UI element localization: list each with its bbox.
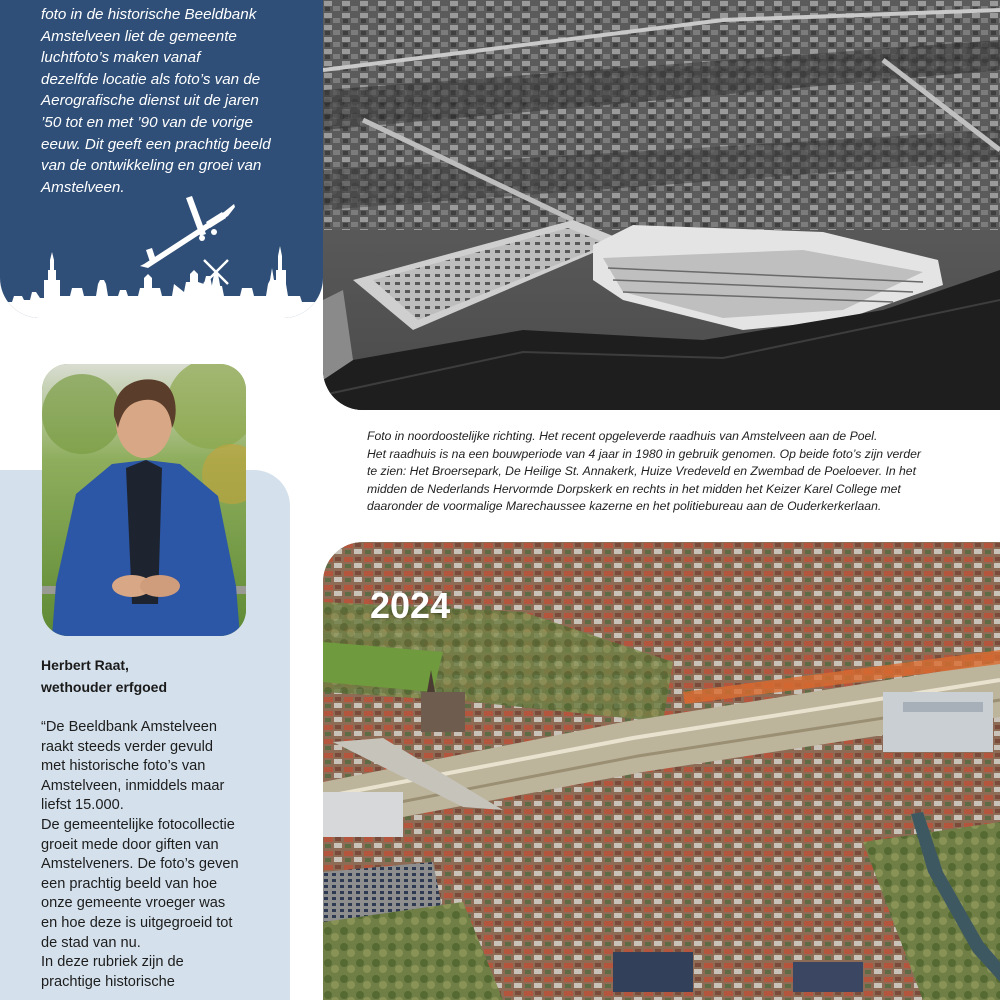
intro-line: van de ontwikkeling en groei van	[41, 157, 262, 175]
caption-line: daaronder de voormalige Marechaussee kazerne en het politiebureau aan de Ouderkerkerlaan.	[367, 499, 882, 514]
intro-line: foto in de historische Beeldbank	[41, 6, 257, 23]
person-name-line: Herbert Raat,	[41, 657, 129, 673]
year-label: 2024	[370, 585, 451, 626]
quote-line: met historische foto’s van	[41, 758, 206, 775]
skyline-silhouette	[0, 240, 323, 318]
intro-line: eeuw. Dit geeft een prachtig beeld	[41, 135, 271, 153]
quote-line: liefst 15.000.	[41, 797, 124, 814]
caption-line: te zien: Het Broersepark, De Heilige St. Annakerk, Huize Vredeveld en Zwembad de Poeloever. In het	[367, 464, 916, 479]
intro-line: Amstelveen liet de gemeente	[41, 27, 237, 45]
quote-line: Amstelveners. De foto’s geven	[41, 856, 239, 873]
intro-line: Amstelveen.	[41, 178, 125, 196]
quote-line: De gemeentelijke fotocollectie	[41, 816, 235, 833]
quote-line: Amstelveen, inmiddels maar	[41, 777, 225, 794]
quote-line: raakt steeds verder gevuld	[41, 738, 213, 755]
photo-caption	[367, 428, 987, 516]
historic-aerial-photo	[323, 0, 1000, 410]
quote-line: prachtige historische	[41, 973, 175, 990]
caption-line: Foto in noordoostelijke richting. Het recent opgeleverde raadhuis van Amstelveen aan de Poel.	[367, 429, 878, 443]
quote-line: onze gemeente vroeger was	[41, 895, 226, 912]
person-role-line: wethouder erfgoed	[41, 679, 168, 695]
intro-line: Aerografische dienst uit de jaren	[41, 92, 259, 110]
person-name	[41, 654, 167, 698]
quote-text	[41, 718, 281, 992]
quote-line: een prachtig beeld van hoe	[41, 875, 218, 892]
caption-line: midden de Nederlands Hervormde Dorpskerk en rechts in het midden het Keizer Karel College met	[367, 481, 901, 496]
intro-line: ’50 tot en met ’90 van de vorige	[41, 113, 253, 131]
quote-line: “De Beeldbank Amstelveen	[41, 719, 218, 735]
intro-line: dezelfde locatie als foto’s van de	[41, 70, 261, 88]
caption-line: Het raadhuis is na een bouwperiode van 4 jaar in 1980 in gebruik genomen. Op beide foto’s zijn verder	[367, 446, 921, 461]
quote-line: In deze rubriek zijn de	[41, 954, 184, 971]
quote-line: en hoe deze is uitgegroeid tot	[41, 914, 233, 931]
intro-text	[41, 4, 313, 198]
quote-line: groeit mede door giften van	[41, 836, 219, 853]
intro-panel	[0, 0, 323, 318]
quote-line: de stad van nu.	[41, 934, 141, 951]
intro-line: luchtfoto’s maken vanaf	[41, 49, 201, 67]
portrait-photo	[42, 364, 246, 636]
